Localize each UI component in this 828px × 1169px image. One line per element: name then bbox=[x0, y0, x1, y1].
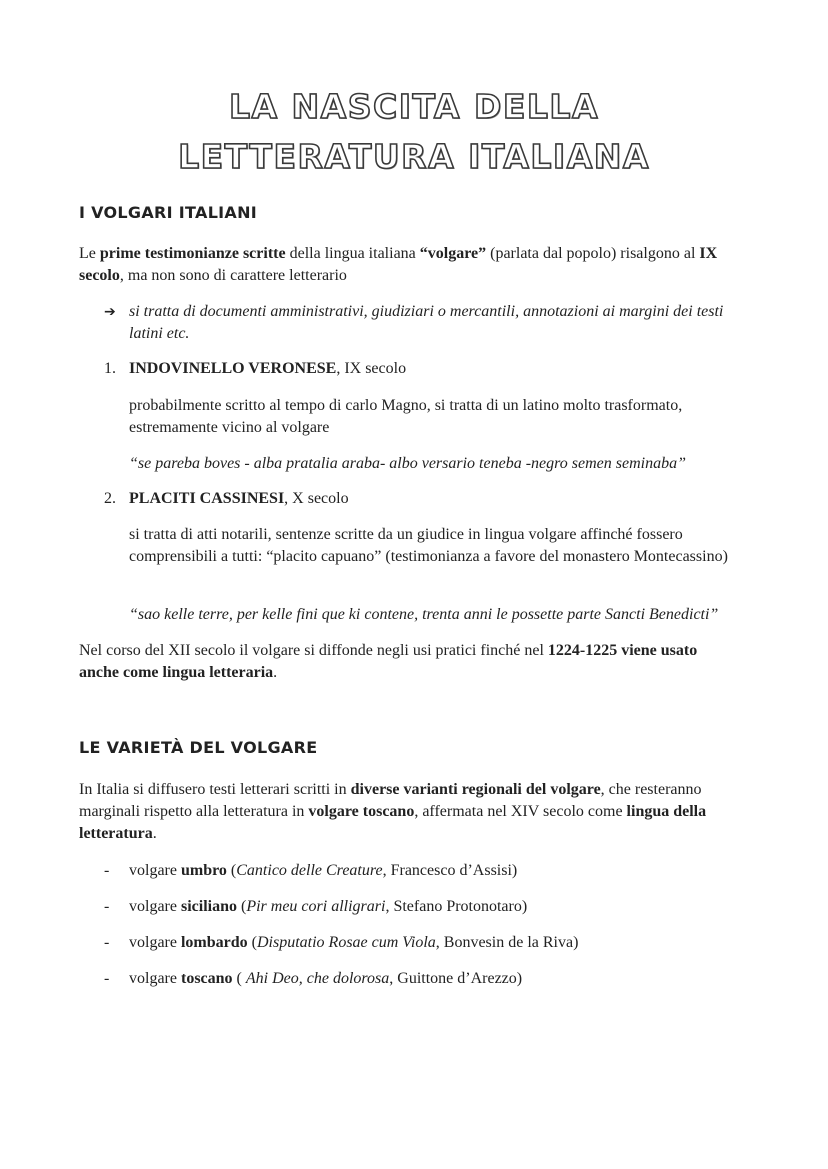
item-quote-indovinello: “se pareba boves - alba pratalia araba- albo versario teneba -negro semen seminaba” bbox=[129, 455, 686, 472]
bullet-marker: - bbox=[104, 898, 110, 915]
conclusion-paragraph: Nel corso del XII secolo il volgare si diffonde negli usi pratici finché nel 1224-1225 viene usato anche come lingua letteraria. bbox=[79, 642, 698, 681]
list-item: volgare toscano ( Ahi Deo, che dolorosa, Guittone d’Arezzo) bbox=[129, 970, 523, 987]
list-number-1: 1. bbox=[104, 360, 116, 377]
list-item: volgare umbro (Cantico delle Creature, Francesco d’Assisi) bbox=[129, 862, 518, 879]
page-title bbox=[0, 82, 828, 182]
varieta-intro-paragraph: In Italia si diffusero testi letterari scritti in diverse varianti regionali del volgare, che resteranno marginali rispetto alla letteratura in volgare toscano, affermata nel XIV secolo come lingua della letteratura. bbox=[79, 781, 707, 842]
item-title-placiti: PLACITI CASSINESI, X secolo bbox=[129, 490, 349, 507]
arrow-note: si tratta di documenti amministrativi, giudiziari o mercantili, annotazioni ai margini dei testi latini etc. bbox=[129, 303, 724, 342]
title-line-2: LETTERATURA ITALIANA bbox=[178, 137, 650, 176]
section-heading-varieta: LE VARIETÀ DEL VOLGARE bbox=[79, 738, 318, 757]
item-description-placiti: si tratta di atti notarili, sentenze scritte da un giudice in lingua volgare affinché fossero comprensibili a tutti: “placito capuano” (testimonianza a favore del monastero Montecassino) bbox=[129, 526, 728, 565]
item-title-indovinello: INDOVINELLO VERONESE, IX secolo bbox=[129, 360, 407, 377]
item-quote-placiti: “sao kelle terre, per kelle fini que ki contene, trenta anni le possette parte Sancti Benedicti” bbox=[129, 606, 719, 623]
list-item: volgare siciliano (Pir meu cori alligrari, Stefano Protonotaro) bbox=[129, 898, 528, 915]
arrow-icon: ➔ bbox=[104, 304, 116, 320]
bullet-marker: - bbox=[104, 934, 110, 951]
item-description-indovinello: probabilmente scritto al tempo di carlo Magno, si tratta di un latino molto trasformato, estremamente vicino al volgare bbox=[129, 397, 683, 436]
title-line-1: LA NASCITA DELLA bbox=[229, 87, 599, 126]
bullet-marker: - bbox=[104, 862, 110, 879]
intro-paragraph: Le prime testimonianze scritte della lingua italiana “volgare” (parlata dal popolo) risalgono al IX secolo, ma non sono di carattere letterario bbox=[79, 245, 718, 284]
bullet-marker: - bbox=[104, 970, 110, 987]
list-item: volgare lombardo (Disputatio Rosae cum Viola, Bonvesin de la Riva) bbox=[129, 934, 579, 951]
list-number-2: 2. bbox=[104, 490, 116, 507]
section-heading-volgari: I VOLGARI ITALIANI bbox=[79, 203, 258, 222]
